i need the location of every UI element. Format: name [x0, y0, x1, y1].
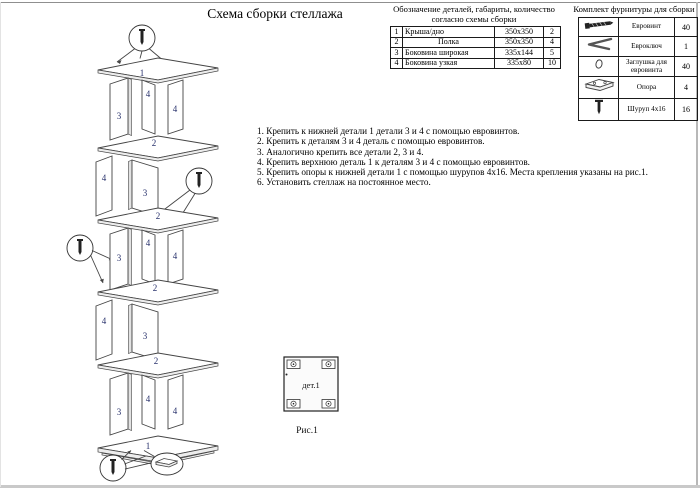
part-label: 3 [116, 253, 122, 263]
part-size-cell: 335x144 [495, 48, 544, 59]
screw-position-marker [322, 360, 335, 369]
hardware-qty-cell: 40 [675, 57, 698, 77]
part-label: 4 [172, 251, 178, 261]
shelf-panel [98, 353, 218, 378]
part-label: 4 [101, 316, 107, 326]
part-label: 1 [145, 441, 151, 451]
screw-position-marker [287, 400, 300, 409]
page-title: Схема сборки стеллажа [207, 6, 343, 21]
table-row [391, 37, 561, 48]
part-label: 3 [116, 407, 122, 417]
instruction-step: 1. Крепить к нижней детали 1 детали 3 и 4 с помощью евровинтов. [257, 126, 520, 136]
part-label: 2 [151, 138, 157, 148]
assembly-instructions [257, 126, 657, 188]
tier-side-panels [96, 300, 158, 360]
instruction-step: 5. Крепить опоры к нижней детали 1 с помощью шурупов 4x16. Места крепления указаны на рис.1. [257, 167, 648, 178]
table-row [579, 18, 698, 37]
instruction-step: 3. Аналогично крепить все детали 2, 3 и 4. [257, 146, 424, 157]
part-label: 3 [142, 331, 148, 341]
table-row [579, 77, 698, 99]
screw-icon [579, 99, 619, 121]
figure-part-label: дет.1 [302, 380, 320, 390]
table-row [579, 37, 698, 57]
tier-side-panels [110, 78, 183, 140]
part-label: 4 [145, 394, 151, 404]
hardware-name-cell: Заглушка для евровинта [619, 57, 675, 77]
part-qty-cell: 10 [544, 58, 561, 69]
hardware-name-cell: Опора [619, 77, 675, 99]
figure-1-diagram [278, 352, 352, 440]
table-row [579, 57, 698, 77]
page-border-left [0, 2, 1, 487]
parts-table-title-line2: согласно схемы сборки [431, 14, 517, 24]
hardware-qty-cell: 40 [675, 18, 698, 37]
parts-table [390, 26, 561, 69]
shelf-panel [98, 136, 218, 161]
part-label: 2 [155, 211, 161, 221]
part-label: 4 [145, 238, 151, 248]
tier-side-panels [110, 228, 183, 290]
instruction-step: 2. Крепить к деталям 3 и 4 деталь с помощью евровинтов. [257, 136, 485, 147]
shelf-panel [98, 208, 218, 233]
part-qty-cell: 4 [544, 37, 561, 48]
edge-dot [286, 374, 288, 376]
part-label: 4 [172, 406, 178, 416]
table-row [391, 48, 561, 59]
part-number-cell: 3 [391, 48, 403, 59]
cap-icon [579, 57, 619, 77]
part-name-cell: Боковина широкая [403, 48, 495, 59]
part-qty-cell: 5 [544, 48, 561, 59]
part-label: 4 [145, 89, 151, 99]
part-size-cell: 350x350 [495, 27, 544, 38]
hardware-name-cell: Евровинт [619, 18, 675, 37]
euro-screw-icon [579, 18, 619, 37]
screw-position-marker [287, 360, 300, 369]
part-label: 4 [101, 173, 107, 183]
part-qty-cell: 2 [544, 27, 561, 38]
part-size-cell: 350x350 [495, 37, 544, 48]
top-panel [98, 58, 218, 83]
part-label: 4 [172, 104, 178, 114]
hardware-qty-cell: 16 [675, 99, 698, 121]
part-label: 2 [153, 356, 159, 366]
part-name-cell: Боковина узкая [403, 58, 495, 69]
hardware-qty-cell: 4 [675, 77, 698, 99]
part-size-cell: 335x80 [495, 58, 544, 69]
table-row [391, 27, 561, 38]
hex-key-icon [579, 37, 619, 57]
parts-table-title [381, 4, 567, 24]
foot-icon [579, 77, 619, 99]
part-name-cell: Крыша/дно [403, 27, 495, 38]
page-border-top [0, 2, 700, 3]
part-number-cell: 4 [391, 58, 403, 69]
tier-side-panels [96, 156, 158, 216]
table-row [391, 58, 561, 69]
hardware-name-cell: Шуруп 4x16 [619, 99, 675, 121]
table-row [579, 99, 698, 121]
figure-caption: Рис.1 [296, 426, 318, 436]
tier-side-panels [110, 373, 183, 435]
hardware-qty-cell: 1 [675, 37, 698, 57]
hardware-name-cell: Евроключ [619, 37, 675, 57]
euro-screw-callout [161, 168, 212, 216]
parts-table-title-line1: Обозначение деталей, габариты, количество [393, 4, 555, 14]
part-name-cell: Полка [403, 37, 495, 48]
euro-screw-callout [67, 235, 113, 283]
shelving-exploded-diagram [55, 18, 235, 488]
hardware-table-title: Комплект фурнитуры для сборки [573, 4, 695, 14]
part-label: 3 [142, 188, 148, 198]
part-label: 2 [152, 283, 158, 293]
screw-position-marker [322, 400, 335, 409]
part-number-cell: 2 [391, 37, 403, 48]
instruction-step: 4. Крепить верхнюю деталь 1 к деталям 3 и 4 с помощью евровинтов. [257, 156, 530, 167]
hardware-table [578, 17, 698, 121]
part-label: 3 [116, 111, 122, 121]
part-number-cell: 1 [391, 27, 403, 38]
instruction-step: 6. Установить стеллаж на постоянное место. [257, 177, 431, 188]
part-label: 1 [139, 68, 145, 78]
